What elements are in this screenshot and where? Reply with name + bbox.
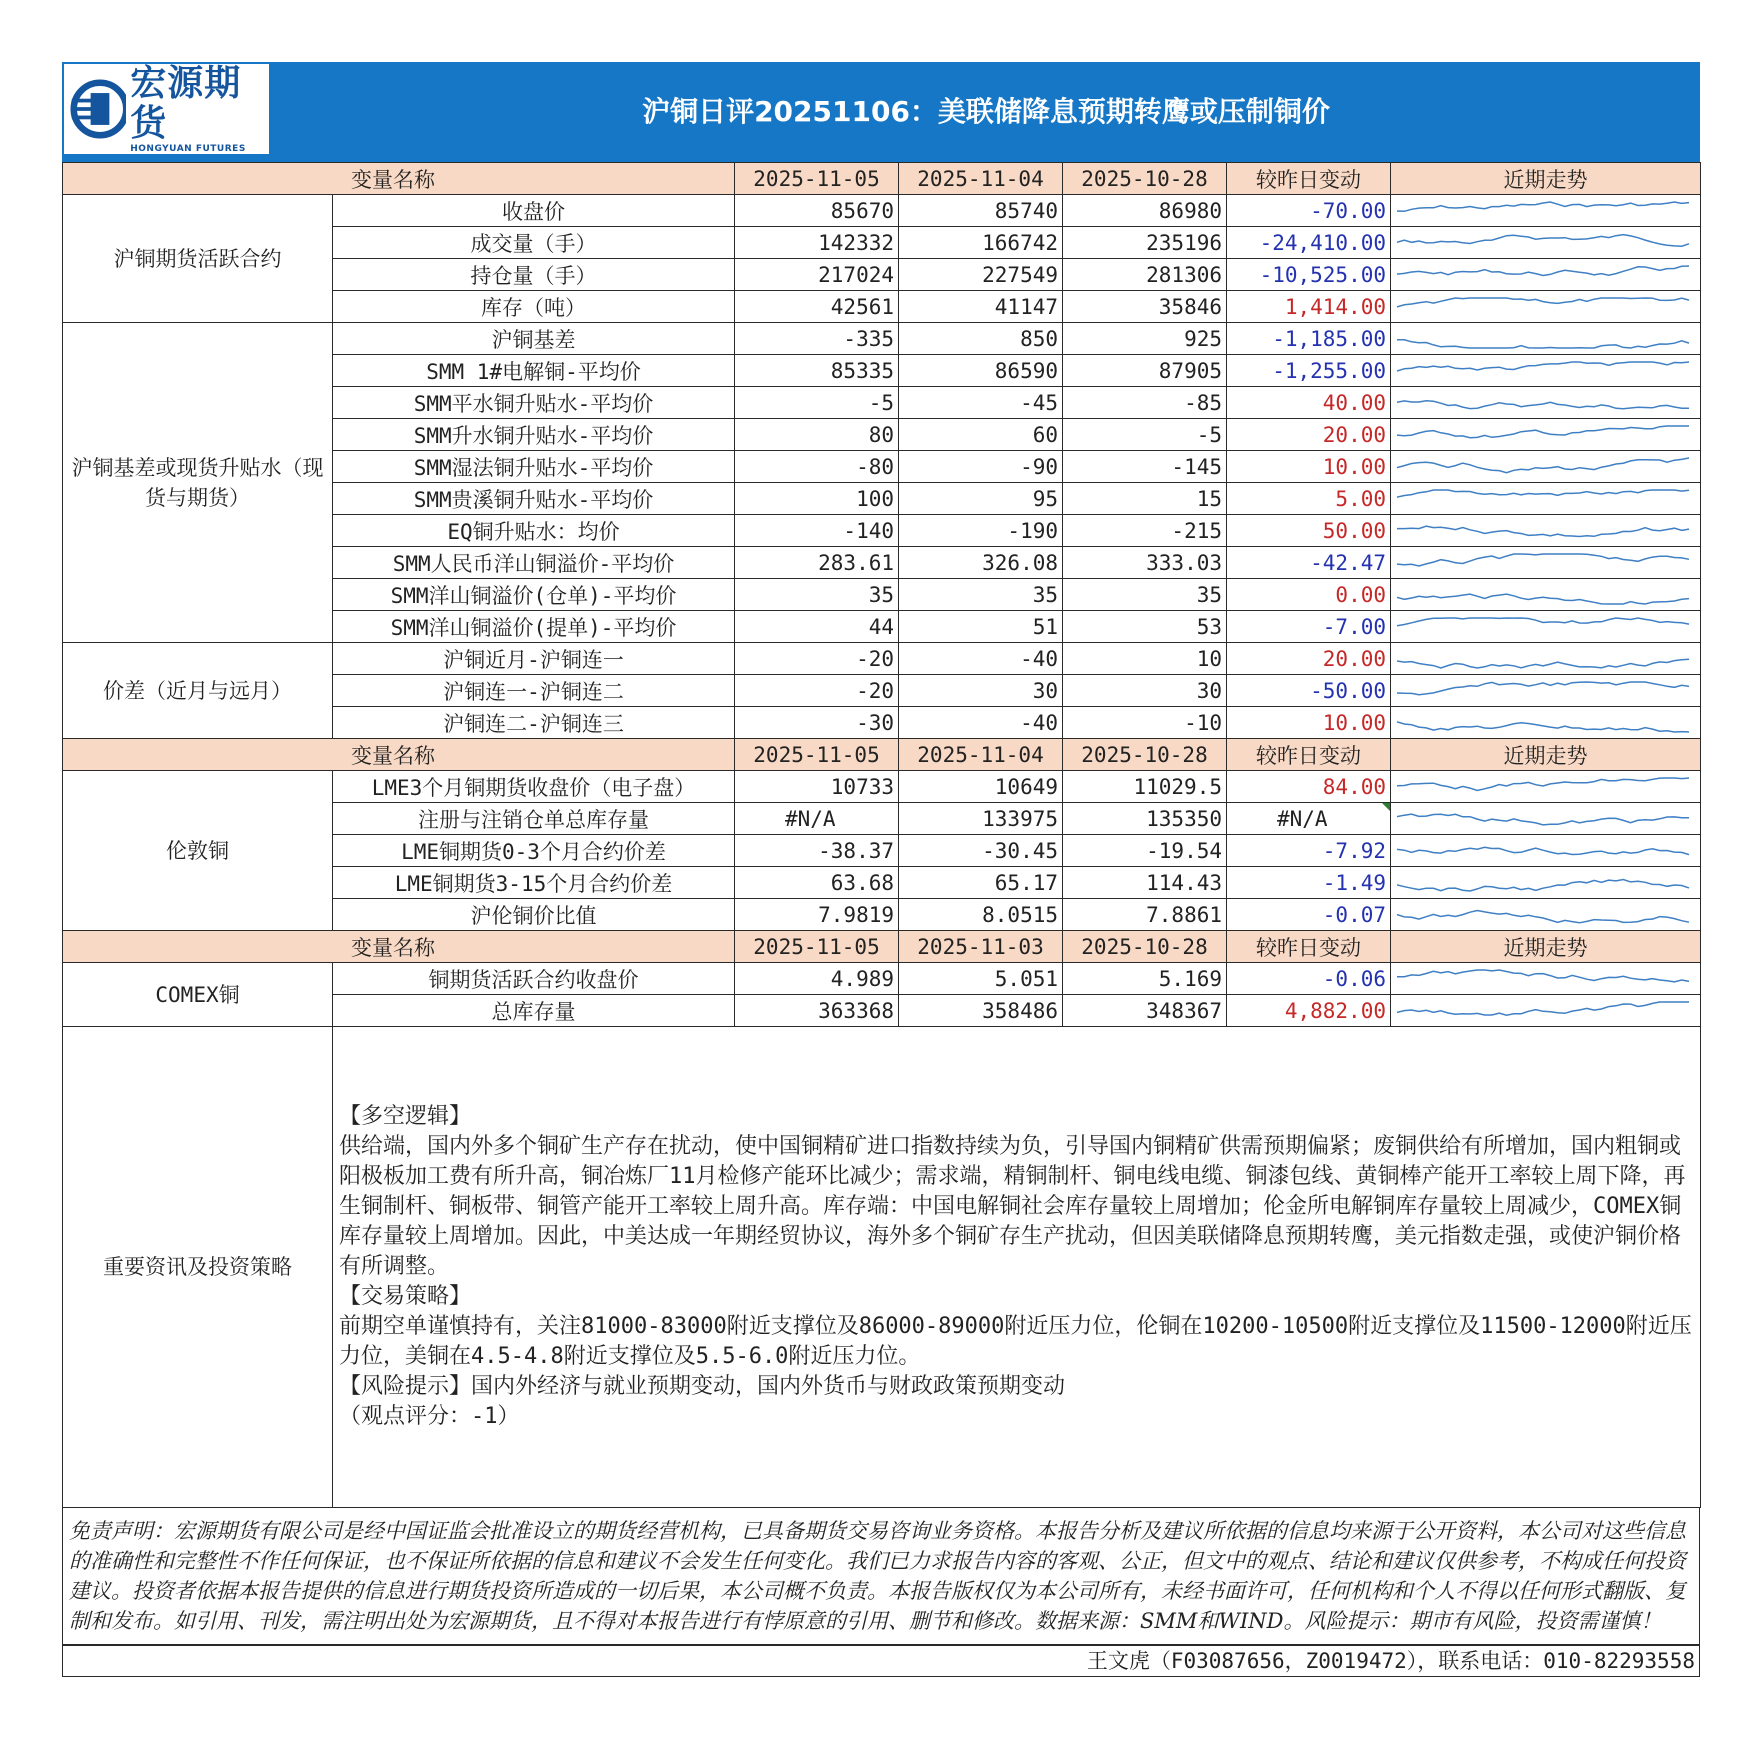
change-cell: -1,185.00 xyxy=(1227,323,1391,355)
trade-title: 【交易策略】 xyxy=(339,1284,472,1309)
change-cell: 84.00 xyxy=(1227,771,1391,803)
column-header-date: 2025-11-04 xyxy=(899,163,1063,195)
trend-sparkline xyxy=(1391,195,1701,227)
risk-title: 【风险提示】 xyxy=(339,1374,472,1399)
sparkline-icon xyxy=(1395,901,1695,929)
trend-sparkline xyxy=(1391,515,1701,547)
trend-sparkline xyxy=(1391,867,1701,899)
change-cell: 0.00 xyxy=(1227,579,1391,611)
variable-name: LME铜期货3-15个月合约价差 xyxy=(333,867,735,899)
change-cell: 1,414.00 xyxy=(1227,291,1391,323)
value-cell: 85335 xyxy=(735,355,899,387)
group-label: 伦敦铜 xyxy=(63,771,333,931)
trend-sparkline xyxy=(1391,547,1701,579)
variable-name: SMM洋山铜溢价(仓单)-平均价 xyxy=(333,579,735,611)
sparkline-icon xyxy=(1395,197,1695,225)
table-row xyxy=(63,643,1701,675)
value-cell: -145 xyxy=(1063,451,1227,483)
logo-english-name: HONGYUAN FUTURES xyxy=(130,144,246,154)
table-row xyxy=(63,195,1701,227)
column-header-date: 2025-10-28 xyxy=(1063,931,1227,963)
change-cell: #N/A xyxy=(1227,803,1391,835)
value-cell: 65.17 xyxy=(899,867,1063,899)
variable-name: 持仓量（手） xyxy=(333,259,735,291)
value-cell: 35 xyxy=(899,579,1063,611)
trend-sparkline xyxy=(1391,355,1701,387)
trend-sparkline xyxy=(1391,803,1701,835)
trend-sparkline xyxy=(1391,323,1701,355)
value-cell: 217024 xyxy=(735,259,899,291)
value-cell: -215 xyxy=(1063,515,1227,547)
report-sheet xyxy=(62,62,1700,1677)
value-cell: 348367 xyxy=(1063,995,1227,1027)
variable-name: SMM洋山铜溢价(提单)-平均价 xyxy=(333,611,735,643)
sparkline-icon xyxy=(1395,773,1695,801)
value-cell: 8.0515 xyxy=(899,899,1063,931)
column-header-trend: 近期走势 xyxy=(1391,931,1701,963)
value-cell: 51 xyxy=(899,611,1063,643)
trend-sparkline xyxy=(1391,579,1701,611)
trade-text: 前期空单谨慎持有，关注81000-83000附近支撑位及86000-89000附近压力位，伦铜在10200-10500附近支撑位及11500-12000附近压力位，美铜在4.5-4.8附近支撑位及5.5-6.0附近压力位。 xyxy=(339,1314,1692,1369)
title-banner xyxy=(62,62,1700,162)
value-cell: -190 xyxy=(899,515,1063,547)
column-header-date: 2025-10-28 xyxy=(1063,739,1227,771)
value-cell: 44 xyxy=(735,611,899,643)
sparkline-icon xyxy=(1395,485,1695,513)
value-cell: 80 xyxy=(735,419,899,451)
trend-sparkline xyxy=(1391,611,1701,643)
change-cell: -7.00 xyxy=(1227,611,1391,643)
value-cell: -5 xyxy=(1063,419,1227,451)
change-cell: -24,410.00 xyxy=(1227,227,1391,259)
variable-name: SMM 1#电解铜-平均价 xyxy=(333,355,735,387)
variable-name: 沪铜连二-沪铜连三 xyxy=(333,707,735,739)
value-cell: 7.8861 xyxy=(1063,899,1227,931)
column-header-date: 2025-11-05 xyxy=(735,163,899,195)
value-cell: 114.43 xyxy=(1063,867,1227,899)
variable-name: SMM贵溪铜升贴水-平均价 xyxy=(333,483,735,515)
group-label: 沪铜期货活跃合约 xyxy=(63,195,333,323)
value-cell: -20 xyxy=(735,675,899,707)
value-cell: -90 xyxy=(899,451,1063,483)
column-header-change: 较昨日变动 xyxy=(1227,163,1391,195)
disclaimer: 免责声明：宏源期货有限公司是经中国证监会批准设立的期货经营机构，已具备期货交易咨询业务资格。本报告分析及建议所依据的信息均来源于公开资料，本公司对这些信息的准确性和完整性不作任何保证，也不保证所依据的信息和建议不会发生任何变化。我们已力求报告内容的客观、公正，但文中的观点、结论和建议仅供参考，不构成任何投资建议。投资者依据本报告提供的信息进行期货投资所造成的一切后果，本公司概不负责。本报告版权仅为本公司所有，未经书面许可，任何机构和个人不得以任何形式翻版、复制和发布。如引用、刊发，需注明出处为宏源期货，且不得对本报告进行有悖原意的引用、删节和修改。数据来源：SMM和WIND。风险提示：期市有风险，投资需谨慎！ xyxy=(62,1508,1700,1645)
value-cell: -85 xyxy=(1063,387,1227,419)
sparkline-icon xyxy=(1395,229,1695,257)
variable-name: 总库存量 xyxy=(333,995,735,1027)
value-cell: -38.37 xyxy=(735,835,899,867)
table-row xyxy=(63,323,1701,355)
value-cell: 850 xyxy=(899,323,1063,355)
variable-name: 库存（吨） xyxy=(333,291,735,323)
variable-name: 注册与注销仓单总库存量 xyxy=(333,803,735,835)
sparkline-icon xyxy=(1395,261,1695,289)
value-cell: 135350 xyxy=(1063,803,1227,835)
value-cell: 7.9819 xyxy=(735,899,899,931)
column-header-date: 2025-11-03 xyxy=(899,931,1063,963)
view-score: （观点评分：-1） xyxy=(339,1404,520,1429)
value-cell: 30 xyxy=(1063,675,1227,707)
header-row xyxy=(63,931,1701,963)
sparkline-icon xyxy=(1395,389,1695,417)
sparkline-icon xyxy=(1395,453,1695,481)
value-cell: 15 xyxy=(1063,483,1227,515)
value-cell: 53 xyxy=(1063,611,1227,643)
sparkline-icon xyxy=(1395,517,1695,545)
value-cell: -5 xyxy=(735,387,899,419)
table-row xyxy=(63,771,1701,803)
value-cell: 10733 xyxy=(735,771,899,803)
value-cell: 10 xyxy=(1063,643,1227,675)
change-cell: 5.00 xyxy=(1227,483,1391,515)
change-cell: 20.00 xyxy=(1227,643,1391,675)
value-cell: #N/A xyxy=(735,803,899,835)
trend-sparkline xyxy=(1391,835,1701,867)
header-row xyxy=(63,163,1701,195)
value-cell: 142332 xyxy=(735,227,899,259)
risk-text: 国内外经济与就业预期变动，国内外货币与财政政策预期变动 xyxy=(471,1374,1066,1399)
sparkline-icon xyxy=(1395,677,1695,705)
variable-name: 收盘价 xyxy=(333,195,735,227)
change-cell: 40.00 xyxy=(1227,387,1391,419)
value-cell: 86980 xyxy=(1063,195,1227,227)
value-cell: -45 xyxy=(899,387,1063,419)
trend-sparkline xyxy=(1391,675,1701,707)
change-cell: -0.07 xyxy=(1227,899,1391,931)
column-header-name: 变量名称 xyxy=(63,931,735,963)
group-label: COMEX铜 xyxy=(63,963,333,1027)
strategy-body xyxy=(333,1027,1701,1508)
change-cell: 10.00 xyxy=(1227,451,1391,483)
variable-name: 沪铜近月-沪铜连一 xyxy=(333,643,735,675)
value-cell: 30 xyxy=(899,675,1063,707)
value-cell: 11029.5 xyxy=(1063,771,1227,803)
value-cell: 35 xyxy=(1063,579,1227,611)
trend-sparkline xyxy=(1391,899,1701,931)
hongyuan-logo-icon xyxy=(70,74,126,144)
report-title: 沪铜日评20251106：美联储降息预期转鹰或压制铜价 xyxy=(642,95,1330,128)
column-header-date: 2025-10-28 xyxy=(1063,163,1227,195)
value-cell: 133975 xyxy=(899,803,1063,835)
table-row xyxy=(63,963,1701,995)
value-cell: 42561 xyxy=(735,291,899,323)
change-cell: -50.00 xyxy=(1227,675,1391,707)
value-cell: 227549 xyxy=(899,259,1063,291)
column-header-change: 较昨日变动 xyxy=(1227,931,1391,963)
sparkline-icon xyxy=(1395,613,1695,641)
value-cell: 60 xyxy=(899,419,1063,451)
change-cell: -70.00 xyxy=(1227,195,1391,227)
value-cell: 333.03 xyxy=(1063,547,1227,579)
trend-sparkline xyxy=(1391,387,1701,419)
value-cell: -30.45 xyxy=(899,835,1063,867)
value-cell: 100 xyxy=(735,483,899,515)
trend-sparkline xyxy=(1391,963,1701,995)
value-cell: 35 xyxy=(735,579,899,611)
trend-sparkline xyxy=(1391,451,1701,483)
strategy-label: 重要资讯及投资策略 xyxy=(63,1027,333,1508)
variable-name: 铜期货活跃合约收盘价 xyxy=(333,963,735,995)
sparkline-icon xyxy=(1395,421,1695,449)
value-cell: -40 xyxy=(899,643,1063,675)
change-cell: -0.06 xyxy=(1227,963,1391,995)
column-header-date: 2025-11-05 xyxy=(735,931,899,963)
column-header-name: 变量名称 xyxy=(63,163,735,195)
value-cell: -30 xyxy=(735,707,899,739)
company-logo xyxy=(64,64,269,154)
strategy-section xyxy=(62,1027,1701,1508)
value-cell: 166742 xyxy=(899,227,1063,259)
value-cell: 281306 xyxy=(1063,259,1227,291)
value-cell: -335 xyxy=(735,323,899,355)
change-cell: 20.00 xyxy=(1227,419,1391,451)
trend-sparkline xyxy=(1391,419,1701,451)
value-cell: 326.08 xyxy=(899,547,1063,579)
sparkline-icon xyxy=(1395,997,1695,1025)
group-label: 价差（近月与远月） xyxy=(63,643,333,739)
data-table xyxy=(62,162,1701,1027)
change-cell: -1,255.00 xyxy=(1227,355,1391,387)
trend-sparkline xyxy=(1391,291,1701,323)
value-cell: 4.989 xyxy=(735,963,899,995)
value-cell: 283.61 xyxy=(735,547,899,579)
column-header-date: 2025-11-05 xyxy=(735,739,899,771)
sparkline-icon xyxy=(1395,645,1695,673)
value-cell: 363368 xyxy=(735,995,899,1027)
value-cell: 10649 xyxy=(899,771,1063,803)
sparkline-icon xyxy=(1395,581,1695,609)
sparkline-icon xyxy=(1395,325,1695,353)
value-cell: 95 xyxy=(899,483,1063,515)
logic-text: 供给端，国内外多个铜矿生产存在扰动，使中国铜精矿进口指数持续为负，引导国内铜精矿供需预期偏紧；废铜供给有所增加，国内粗铜或阳极板加工费有所升高，铜冶炼厂11月检修产能环比减少；需求端，精铜制杆、铜电线电缆、铜漆包线、黄铜棒产能开工率较上周下降，再生铜制杆、铜板带、铜管产能开工率较上周升高。库存端：中国电解铜社会库存量较上周增加；伦金所电解铜库存量较上周减少，COMEX铜库存量较上周增加。因此，中美达成一年期经贸协议，海外多个铜矿存生产扰动，但因美联储降息预期转鹰，美元指数走强，或使沪铜价格有所调整。 xyxy=(339,1134,1686,1279)
variable-name: SMM平水铜升贴水-平均价 xyxy=(333,387,735,419)
sparkline-icon xyxy=(1395,709,1695,737)
sparkline-icon xyxy=(1395,357,1695,385)
variable-name: LME铜期货0-3个月合约价差 xyxy=(333,835,735,867)
value-cell: 5.051 xyxy=(899,963,1063,995)
trend-sparkline xyxy=(1391,483,1701,515)
value-cell: 86590 xyxy=(899,355,1063,387)
change-cell: -7.92 xyxy=(1227,835,1391,867)
trend-sparkline xyxy=(1391,227,1701,259)
value-cell: 41147 xyxy=(899,291,1063,323)
value-cell: 85670 xyxy=(735,195,899,227)
trend-sparkline xyxy=(1391,707,1701,739)
trend-sparkline xyxy=(1391,259,1701,291)
value-cell: -19.54 xyxy=(1063,835,1227,867)
trend-sparkline xyxy=(1391,771,1701,803)
sparkline-icon xyxy=(1395,869,1695,897)
variable-name: LME3个月铜期货收盘价（电子盘） xyxy=(333,771,735,803)
value-cell: 63.68 xyxy=(735,867,899,899)
variable-name: SMM升水铜升贴水-平均价 xyxy=(333,419,735,451)
variable-name: EQ铜升贴水：均价 xyxy=(333,515,735,547)
column-header-trend: 近期走势 xyxy=(1391,163,1701,195)
variable-name: 成交量（手） xyxy=(333,227,735,259)
value-cell: 358486 xyxy=(899,995,1063,1027)
value-cell: 35846 xyxy=(1063,291,1227,323)
value-cell: -140 xyxy=(735,515,899,547)
trend-sparkline xyxy=(1391,643,1701,675)
value-cell: -80 xyxy=(735,451,899,483)
logo-chinese-name: 宏源期货 xyxy=(130,63,242,144)
group-label: 沪铜基差或现货升贴水（现货与期货） xyxy=(63,323,333,643)
change-cell: -1.49 xyxy=(1227,867,1391,899)
value-cell: -40 xyxy=(899,707,1063,739)
variable-name: 沪铜连一-沪铜连二 xyxy=(333,675,735,707)
column-header-change: 较昨日变动 xyxy=(1227,739,1391,771)
value-cell: -10 xyxy=(1063,707,1227,739)
change-cell: 50.00 xyxy=(1227,515,1391,547)
sparkline-icon xyxy=(1395,549,1695,577)
value-cell: 5.169 xyxy=(1063,963,1227,995)
column-header-name: 变量名称 xyxy=(63,739,735,771)
variable-name: 沪伦铜价比值 xyxy=(333,899,735,931)
variable-name: SMM人民币洋山铜溢价-平均价 xyxy=(333,547,735,579)
sparkline-icon xyxy=(1395,965,1695,993)
change-cell: -42.47 xyxy=(1227,547,1391,579)
sparkline-icon xyxy=(1395,293,1695,321)
change-cell: 10.00 xyxy=(1227,707,1391,739)
column-header-trend: 近期走势 xyxy=(1391,739,1701,771)
value-cell: 87905 xyxy=(1063,355,1227,387)
trend-sparkline xyxy=(1391,995,1701,1027)
header-row xyxy=(63,739,1701,771)
variable-name: SMM湿法铜升贴水-平均价 xyxy=(333,451,735,483)
column-header-date: 2025-11-04 xyxy=(899,739,1063,771)
change-cell: 4,882.00 xyxy=(1227,995,1391,1027)
value-cell: 85740 xyxy=(899,195,1063,227)
sparkline-icon xyxy=(1395,805,1695,833)
value-cell: 235196 xyxy=(1063,227,1227,259)
logic-title: 【多空逻辑】 xyxy=(339,1104,472,1129)
sparkline-icon xyxy=(1395,837,1695,865)
value-cell: 925 xyxy=(1063,323,1227,355)
variable-name: 沪铜基差 xyxy=(333,323,735,355)
analyst-contact: 王文虎（F03087656，Z0019472），联系电话：010-82293558 xyxy=(62,1645,1700,1677)
change-cell: -10,525.00 xyxy=(1227,259,1391,291)
value-cell: -20 xyxy=(735,643,899,675)
